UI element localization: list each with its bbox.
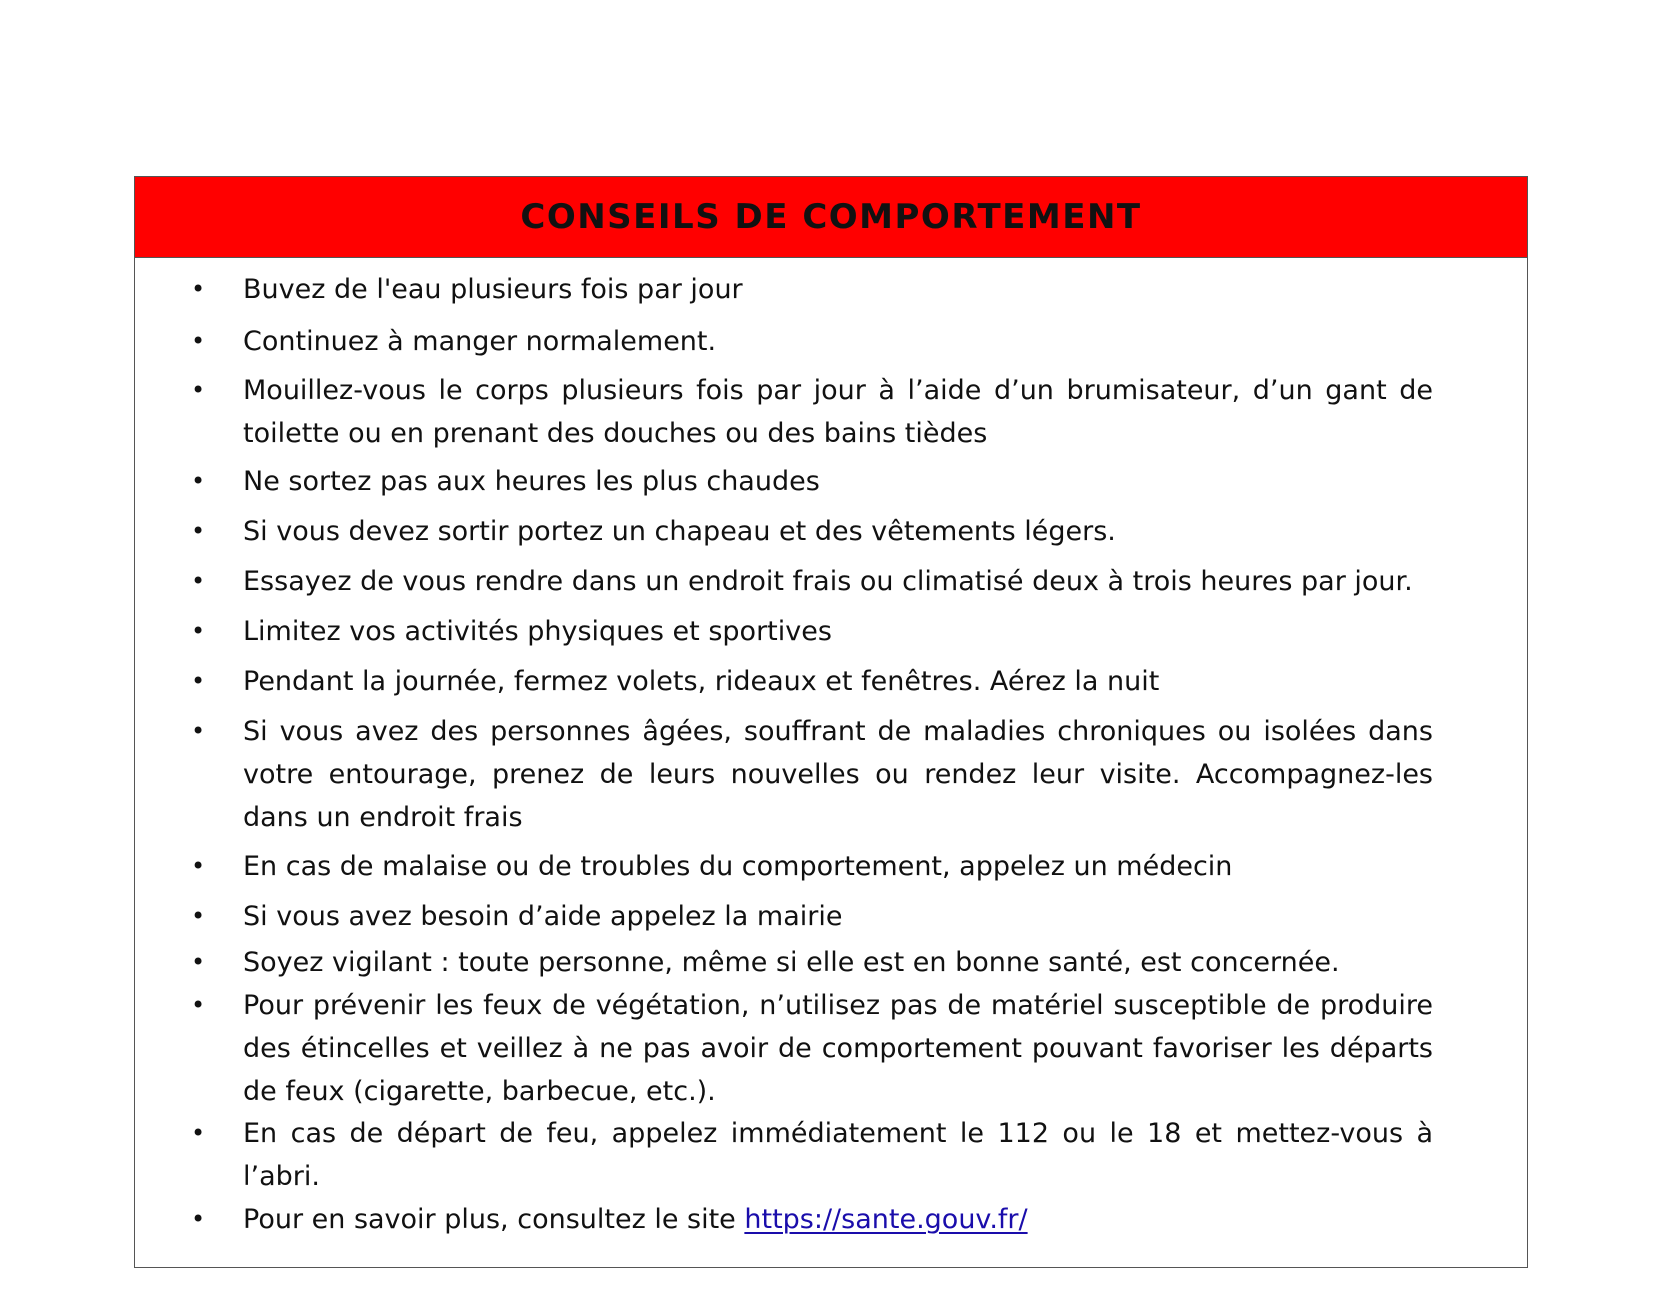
advice-text: En cas de malaise ou de troubles du comportement, appelez un médecin	[243, 851, 1233, 882]
advice-text: Si vous avez des personnes âgées, souffrant de maladies chroniques ou isolées dans votre entourage, prenez de leurs nouvelles ou rendez leur visite. Accompagnez-les dans un endroit frais	[243, 716, 1433, 833]
advice-text: Si vous devez sortir portez un chapeau et des vêtements légers.	[243, 516, 1116, 547]
bullet-icon: •	[191, 617, 206, 645]
sante-gouv-link[interactable]: https://sante.gouv.fr/	[744, 1204, 1028, 1235]
bullet-icon: •	[191, 991, 206, 1019]
bullet-icon: •	[191, 327, 206, 355]
bullet-icon: •	[191, 1205, 206, 1233]
bullet-icon: •	[191, 852, 206, 880]
advice-text: Soyez vigilant : toute personne, même si elle est en bonne santé, est concernée.	[243, 947, 1340, 978]
bullet-icon: •	[191, 902, 206, 930]
advice-text: Limitez vos activités physiques et sportives	[243, 616, 832, 647]
advice-text-prefix: Pour en savoir plus, consultez le site	[243, 1204, 745, 1235]
advice-text: Buvez de l'eau plusieurs fois par jour	[243, 274, 743, 305]
bullet-icon: •	[191, 467, 206, 495]
bullet-icon: •	[191, 567, 206, 595]
bullet-icon: •	[191, 667, 206, 695]
bullet-icon: •	[191, 275, 206, 303]
advice-text: Essayez de vous rendre dans un endroit frais ou climatisé deux à trois heures par jour.	[243, 566, 1413, 597]
bullet-icon: •	[191, 1119, 206, 1147]
bullet-icon: •	[191, 948, 206, 976]
advice-text	[243, 1198, 1433, 1241]
advice-text: Pour prévenir les feux de végétation, n’utilisez pas de matériel susceptible de produire des étincelles et veillez à ne pas avoir de comportement pouvant favoriser les départs de feux (cigarette, barbecue, etc.).	[243, 990, 1433, 1107]
advice-text: Ne sortez pas aux heures les plus chaudes	[243, 466, 820, 497]
advice-panel	[134, 176, 1528, 1268]
advice-text: En cas de départ de feu, appelez immédiatement le 112 ou le 18 et mettez-vous à l’abri.	[243, 1118, 1433, 1192]
advice-text: Mouillez-vous le corps plusieurs fois par jour à l’aide d’un brumisateur, d’un gant de toilette ou en prenant des douches ou des bains tièdes	[243, 375, 1433, 449]
advice-text: Continuez à manger normalement.	[243, 326, 717, 357]
advice-text: Pendant la journée, fermez volets, rideaux et fenêtres. Aérez la nuit	[243, 666, 1160, 697]
bullet-icon: •	[191, 376, 206, 404]
panel-header	[135, 177, 1527, 258]
panel-title: CONSEILS DE COMPORTEMENT	[520, 197, 1142, 237]
bullet-icon: •	[191, 717, 206, 745]
bullet-icon: •	[191, 517, 206, 545]
advice-text: Si vous avez besoin d’aide appelez la mairie	[243, 901, 843, 932]
